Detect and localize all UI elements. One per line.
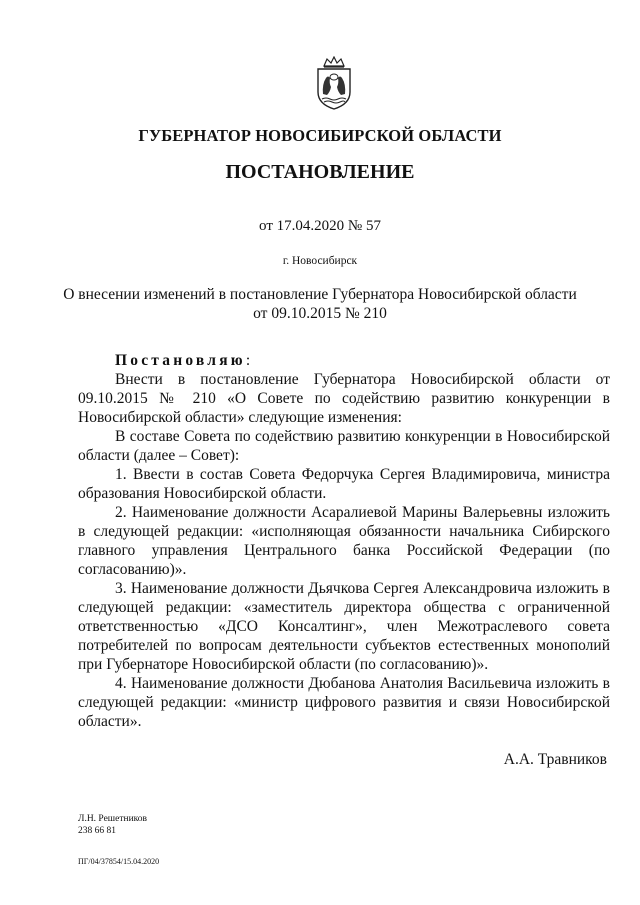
subject-line-2: от 09.10.2015 № 210: [253, 305, 387, 322]
council-paragraph: В составе Совета по содействию развитию конкуренции в Новосибирской области (далее – Совет):: [78, 428, 610, 464]
coat-of-arms-icon: [314, 56, 354, 110]
list-item: 1. Ввести в состав Совета Федорчука Сергея Владимировича, министра образования Новосибирской области.: [78, 466, 610, 502]
intro-paragraph: Внести в постановление Губернатора Новосибирской области от 09.10.2015 № 210 «О Совете по содействию развитию конкуренции в Новосибирской области» следующие изменения:: [78, 371, 610, 426]
document-subject: [60, 285, 580, 323]
decree-colon: :: [245, 352, 251, 369]
list-item: 3. Наименование должности Дьячкова Сергея Александровича изложить в следующей редакции: «заместитель директора общества с ограниченной ответственностью «ДСО Консалтинг», член Межотраслевого совета потребителей по вопросам деятельности субъектов естественных монополий при Губернаторе Новосибирской области (по согласованию)».: [78, 580, 610, 673]
city: г. Новосибирск: [282, 255, 358, 267]
executor-phone: 238 66 81: [78, 826, 116, 836]
document-body: [78, 351, 610, 731]
document-type: ПОСТАНОВЛЕНИЕ: [225, 161, 415, 183]
registration-code: ПГ/04/37854/15.04.2020: [78, 857, 160, 866]
date-and-number: от 17.04.2020 № 57: [259, 218, 381, 234]
list-item: 2. Наименование должности Асаралиевой Марины Валерьевны изложить в следующей редакции: «исполняющая обязанности начальника Сибирского главного управления Центрального банка Российской Федерации (по согласованию)».: [78, 504, 610, 578]
authority-title: ГУБЕРНАТОР НОВОСИБИРСКОЙ ОБЛАСТИ: [138, 126, 502, 145]
decree-heading: [78, 351, 610, 370]
subject-line-1: О внесении изменений в постановление Губернатора Новосибирской области: [63, 286, 577, 303]
executor-name: Л.Н. Решетников: [78, 814, 148, 824]
executor-block: [78, 813, 147, 837]
decree-word: Постановляю: [115, 352, 246, 369]
list-item: 4. Наименование должности Дюбанова Анатолия Васильевича изложить в следующей редакции: «министр цифрового развития и связи Новосибирской области».: [78, 675, 610, 730]
signatory: А.А. Травников: [503, 751, 607, 768]
